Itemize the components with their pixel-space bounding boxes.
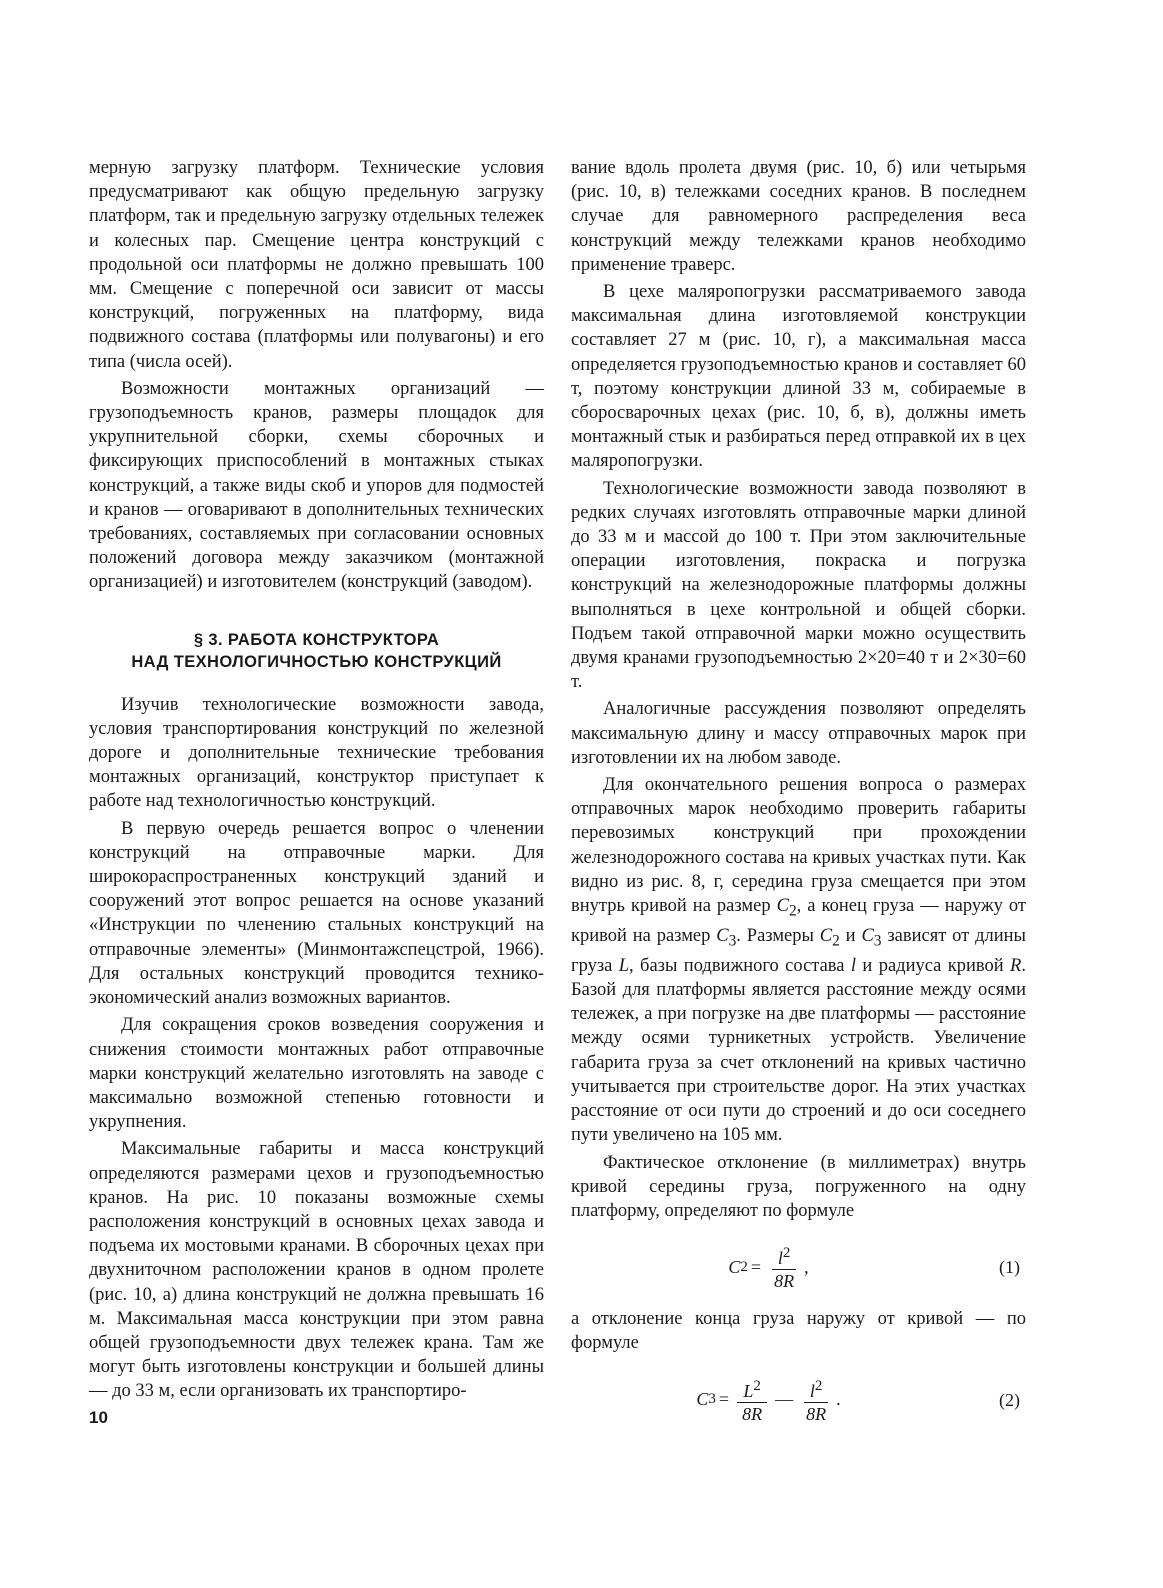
paragraph: вание вдоль пролета двумя (рис. 10, б) или четырьмя (рис. 10, в) тележками соседних кранов. В последнем случае для равномерного распределения веса конструкций между тележками кранов необходимо применение траверс. [571,158,1026,275]
fraction-numerator [804,1376,829,1403]
equals-sign: = [718,1389,730,1410]
formula-symbol: C [696,1389,709,1410]
formula-subscript: 2 [740,1259,748,1275]
paragraph: В цехе маляропогрузки рассматриваемого завода максимальная длина изготовляемой конструкции составляет 27 м (рис. 10, г), а максимальная масса определяется грузоподъемностью кранов и составляет 60 т, поэтому конструкции длиной 33 м, собираемые в сборосварочных цехах (рис. 10, б, в), должны иметь монтажный стык и разбираться перед отправкой их в цех маляропогрузки. [571,282,1026,472]
formula-punctuation: , [804,1257,809,1277]
right-column [571,156,1026,1440]
symbol-c: C [819,925,833,946]
symbol-l-lower: l [850,955,857,976]
fraction-denominator: 8R [806,1403,827,1424]
formula-exponent: 2 [782,1245,791,1262]
paragraph: Аналогичные рассуждения позволяют определять максимальную длину и массу отправочных марок при изготовлении их на любом заводе. [571,699,1026,768]
formula-1 [571,1241,1026,1293]
section-heading-line: § 3. РАБОТА КОНСТРУКТОРА [193,630,440,649]
formula-expression [571,1374,966,1426]
paragraph-with-symbols [571,773,1026,1147]
formula-2 [571,1374,1026,1426]
subscript: 3 [728,932,737,950]
text-run: Для окончательного решения вопроса о размерах отправочных марок необходимо проверить габариты перевозимых конструкций при прохождении железнодорожного состава на кривых участках пути. Как видно из рис. 8, г, середина груза смещается при этом внутрь кривой на размер [571,775,1026,917]
equation-number: (1) [999,1257,1020,1278]
subscript: 2 [832,932,840,950]
text-run: и [839,925,862,946]
section-heading-line: НАД ТЕХНОЛОГИЧНОСТЬЮ КОНСТРУКЦИЙ [131,652,502,671]
text-run: . Размеры [736,925,820,946]
paragraph: а отклонение конца груза наружу от кривой — по формуле [571,1309,1026,1354]
symbol-c: C [716,925,729,946]
formula-expression [571,1241,966,1293]
equation-number: (2) [999,1389,1020,1410]
paragraph: Фактическое отклонение (в миллиметрах) внутрь кривой середины груза, погруженного на одну платформу, определяют по формуле [571,1152,1026,1221]
text-run: , базы подвижного состава [629,955,851,976]
symbol-l-upper: L [618,955,630,976]
formula-punctuation: . [836,1389,841,1410]
fraction [768,1243,800,1291]
paragraph: Максимальные габариты и масса конструкций определяются размерами цехов и грузоподъемностью кранов. На рис. 10 показаны возможные схемы расположения конструкций в основных цехах завода и подъема их мостовыми кранами. В сборочных цехах при двухниточном расположении кранов в одном пролете (рис. 10, а) длина конструкций не должна превышать 16 м. Максимальная масса конструкции при этом равна общей грузоподъемности двух тележек крана. Там же могут быть изготовлены конструкции и большей длины — до 33 м, если организовать их транспортиро- [89,1139,544,1402]
paragraph: В первую очередь решается вопрос о членении конструкций на отправочные марки. Для широкораспространенных конструкций зданий и сооружений этот вопрос решается на основе указаний «Инструкции по членению стальных конструкций на отправочные элементы» (Минмонтажспецстрой, 1966). Для остальных конструкций проводится технико-экономический анализ возможных вариантов. [89,818,544,1009]
fraction [736,1376,768,1424]
formula-symbol: L [743,1380,754,1401]
fraction-denominator: 8R [742,1403,763,1424]
paragraph: Технологические возможности завода позволяют в редких случаях изготовлять отправочные марки длиной до 33 м и массой до 100 т. При этом заключительные операции изготовления, покраска и погрузка конструкций на железнодорожные платформы должны выполняться в цехе контрольной и общей сборки. Подъем такой отправочной марки можно осуществить двумя кранами грузоподъемностью 2×20=40 т и 2×30=60 т. [571,478,1026,693]
paragraph: Изучив технологические возможности завода, условия транспортирования конструкций по железной дороге и дополнительные технические требования монтажных организаций, конструктор приступает к работе над технологичностью конструкций. [89,694,544,812]
subscript: 2 [788,902,797,920]
fraction-numerator [772,1243,797,1270]
formula-symbol: l [777,1248,783,1269]
minus-sign: — [775,1389,794,1410]
formula-symbol: l [809,1380,815,1401]
text-run: и радиуса кривой [856,955,1011,976]
fraction-numerator [737,1376,767,1403]
paragraph: Для сокращения сроков возведения сооружения и снижения стоимости монтажных работ отправочные марки конструкций желательно изготовлять на заводе с максимально возможной степенью готовности и укрупнения. [89,1015,544,1133]
symbol-c: C [861,925,874,946]
text-run: зависят от длины груза [571,925,1026,976]
text-run: . Базой для платформы является расстояние между осями тележек, а при погрузке на две платформы — расстояние между осями турникетных устройств. Увеличение габарита груза за счет отклонений на кривых частично учитывается при строительстве дорог. На этих участках расстояние от оси пути до строений и до оси соседнего пути увеличено на 105 мм. [571,955,1026,1146]
fraction [800,1376,832,1424]
fraction-denominator: 8R [774,1271,795,1292]
formula-exponent: 2 [753,1377,761,1394]
equals-sign: = [750,1257,762,1277]
paragraph: мерную загрузку платформ. Технические условия предусматривают как общую предельную загрузку платформ, так и предельную загрузку отдельных тележек и колесных пар. Смещение центра конструкций с продольной оси платформы не должно превышать 100 мм. Смещение с поперечной оси зависит от массы конструкций, погруженных на платформу, вида подвижного состава (платформы или полувагоны) и его типа (числа осей). [89,158,544,372]
left-column [89,156,544,1404]
subscript: 3 [873,932,882,950]
text-run: , а конец груза — наружу от кривой на размер [571,896,1026,946]
formula-symbol: C [728,1257,741,1277]
formula-exponent: 2 [814,1377,823,1394]
formula-subscript: 3 [708,1391,716,1408]
section-heading [89,629,544,673]
paragraph: Возможности монтажных организаций — грузоподъемность кранов, размеры площадок для укрупнительной сборки, схемы сборочных и фиксирующих приспособлений в монтажных стыках конструкций, а также виды скоб и упоров для подмостей и кранов — оговаривают в дополнительных технических требованиях, составляемых при согласовании основных положений договора между заказчиком (монтажной организацией) и изготовителем (конструкций (заводом). [89,378,544,593]
symbol-c: C [776,896,789,917]
symbol-r: R [1010,955,1022,976]
page-number: 10 [89,1408,108,1427]
